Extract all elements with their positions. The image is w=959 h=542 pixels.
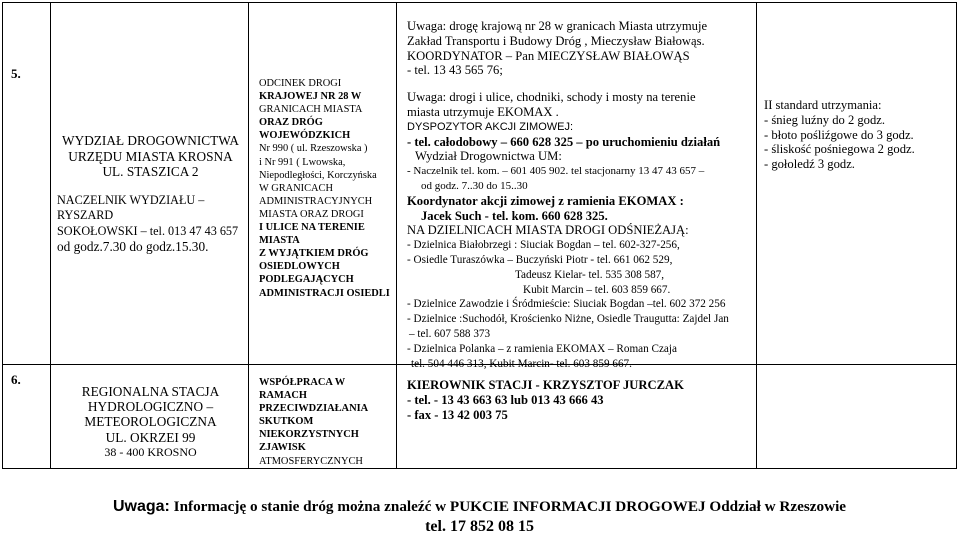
info-line: Jacek Such - tel. kom. 660 628 325.	[421, 208, 608, 223]
standard-block	[764, 98, 954, 172]
roads-list	[259, 376, 394, 468]
roads-line: RAMACH	[259, 390, 307, 402]
station-manager: KIEROWNIK STACJI - KRZYSZTOF JURCZAK	[407, 378, 684, 392]
roads-line: MIASTA	[259, 235, 300, 247]
row-number: 5.	[11, 66, 21, 81]
roads-line: ADMINISTRACYJNYCH	[259, 195, 373, 207]
info-line: DYSPOZYTOR AKCJI ZIMOWEJ:	[407, 120, 574, 133]
roads-line: W GRANICACH	[259, 182, 333, 194]
empty-cell	[757, 365, 956, 468]
info-line: - Dzielnica Polanka – z ramienia EKOMAX – Roman Czaja	[407, 342, 677, 355]
roads-line: Nr 990 ( ul. Rzeszowska )	[259, 143, 368, 155]
roads-cell	[249, 365, 397, 468]
roads-line: ZJAWISK	[259, 442, 306, 454]
department-name: WYDZIAŁ DROGOWNICTWA	[62, 133, 239, 148]
department-head: NACZELNIK WYDZIAŁU – RYSZARD	[57, 192, 205, 222]
roads-line: I ULICE NA TERENIE	[259, 222, 365, 234]
department-head-phone: SOKOŁOWSKI – tel. 013 47 43 657	[57, 223, 239, 238]
department-name-end: METEOROLOGICZNA	[84, 414, 217, 430]
standard-item: - błoto pośliźgowe do 3 godz.	[764, 127, 914, 142]
roads-line: ODCINEK DROGI	[259, 78, 342, 89]
info-line: - Dzielnica Białobrzegi : Siuciak Bogdan – tel. 602-327-256,	[407, 239, 680, 252]
info-line: KOORDYNATOR – Pan MIECZYSŁAW BIAŁOWĄS	[407, 48, 690, 63]
roads-line: GRANICACH MIASTA	[259, 104, 363, 116]
roads-line: PRZECIWDZIAŁANIA	[259, 403, 369, 415]
department-office: URZĘDU MIASTA KROSNA	[68, 148, 233, 164]
roads-line: PODLEGAJĄCYCH	[259, 274, 354, 286]
info-line: Koordynator akcji zimowej z ramienia EKOMAX :	[407, 193, 684, 208]
info-cell	[397, 365, 757, 468]
standard-cell	[757, 3, 956, 364]
roads-line: WSPÓŁPRACA W	[259, 377, 346, 388]
roads-line: NIEKORZYSTNYCH	[259, 429, 359, 441]
footer-phone: tel. 17 852 08 15	[425, 518, 534, 535]
roads-line: MIASTA ORAZ DROGI	[259, 208, 364, 220]
department-city: 38 - 400 KROSNO	[104, 444, 197, 459]
department-address: UL. STASZICA 2	[102, 164, 199, 179]
info-line: - Dzielnice Zawodzie i Śródmieście: Siuciak Bogdan –tel. 602 372 256	[407, 298, 726, 311]
info-line: NA DZIELNICACH MIASTA DROGI ODŚNIEŻAJĄ:	[407, 223, 689, 238]
roads-line: i Nr 991 ( Lwowska,	[259, 156, 346, 168]
info-line: – tel. 607 588 373	[409, 327, 491, 340]
department-address: UL. OKRZEI 99	[105, 429, 196, 445]
department-cell	[51, 3, 249, 364]
table-row-6	[2, 365, 957, 469]
roads-line: Z WYJĄTKIEM DRÓG	[259, 248, 369, 260]
roads-line: SKUTKOM	[259, 416, 314, 428]
standard-item: - śnieg luźny do 2 godz.	[764, 112, 886, 127]
roads-line: OSIEDLOWYCH	[259, 261, 340, 273]
roads-line: KRAJOWEJ NR 28 W	[259, 91, 362, 103]
info-line: - tel. 13 43 565 76;	[407, 63, 503, 78]
roads-list	[259, 77, 394, 300]
roads-line: ORAZ DRÓG	[259, 117, 323, 129]
info-line: Uwaga: drogę krajową nr 28 w granicach Miasta utrzymuje	[407, 19, 708, 33]
info-line: - Osiedle Turaszówka – Buczyński Piotr - tel. 661 062 529,	[407, 253, 673, 266]
info-line: Kubit Marcin – tel. 603 859 667.	[523, 283, 671, 296]
standard-item: - gołoledź 3 godz.	[764, 157, 855, 172]
info-line: tel. 504 446 313, Kubit Marcin- tel. 603 859 667.	[411, 357, 632, 370]
footer-lead: Uwaga:	[112, 498, 170, 515]
department-name: REGIONALNA STACJA	[81, 384, 220, 399]
info-line: - Dzielnice :Suchodół, Krościenko Niżne, Osiedle Traugutta: Zajdel Jan	[407, 313, 729, 326]
info-line: Uwaga: drogi i ulice, chodniki, schody i mosty na terenie	[407, 90, 696, 105]
number-cell	[3, 365, 51, 468]
info-line: Tadeusz Kielar- tel. 535 308 587,	[515, 268, 665, 281]
info-block	[407, 378, 752, 422]
info-line: - tel. całodobowy – 660 628 325 – po uruchomieniu działań	[407, 134, 721, 149]
info-line: Wydział Drogownictwa UM:	[415, 149, 562, 164]
station-fax: - fax - 13 42 003 75	[407, 407, 508, 422]
info-line: od godz. 7..30 do 15..30	[421, 179, 528, 192]
station-phone: - tel. - 13 43 663 63 lub 013 43 666 43	[407, 392, 604, 407]
info-line: miasta utrzymuje EKOMAX .	[407, 104, 559, 119]
standard-item: - śliskość pośniegowa 2 godz.	[764, 142, 915, 157]
roads-line: Niepodległości, Korczyńska	[259, 169, 377, 181]
roads-line: ATMOSFERYCZNYCH	[259, 455, 363, 467]
roads-line: WOJEWÓDZKICH	[259, 130, 351, 142]
table-row-5	[2, 2, 957, 370]
footer-note	[0, 497, 959, 537]
row-number: 6.	[11, 372, 21, 387]
info-line: - Naczelnik tel. kom. – 601 405 902. tel stacjonarny 13 47 43 657 –	[407, 165, 705, 178]
department-hours: od godz.7.30 do godz.15.30.	[57, 239, 209, 254]
number-cell	[3, 3, 51, 364]
info-line: Zakład Transportu i Budowy Dróg , Mieczysław Białowąs.	[407, 33, 705, 48]
roads-cell	[249, 3, 397, 364]
department-block	[57, 133, 244, 255]
roads-line: ADMINISTRACJI OSIEDLI	[259, 287, 390, 299]
department-block	[57, 384, 244, 460]
info-block	[407, 19, 752, 371]
department-cell	[51, 365, 249, 468]
footer-text: Informację o stanie dróg można znaleźć w PUKCIE INFORMACJI DROGOWEJ Oddział w Rzeszowie	[173, 498, 847, 515]
standard-title: II standard utrzymania:	[764, 98, 882, 112]
department-name-cont: HYDROLOGICZNO –	[87, 399, 214, 415]
info-cell	[397, 3, 757, 370]
